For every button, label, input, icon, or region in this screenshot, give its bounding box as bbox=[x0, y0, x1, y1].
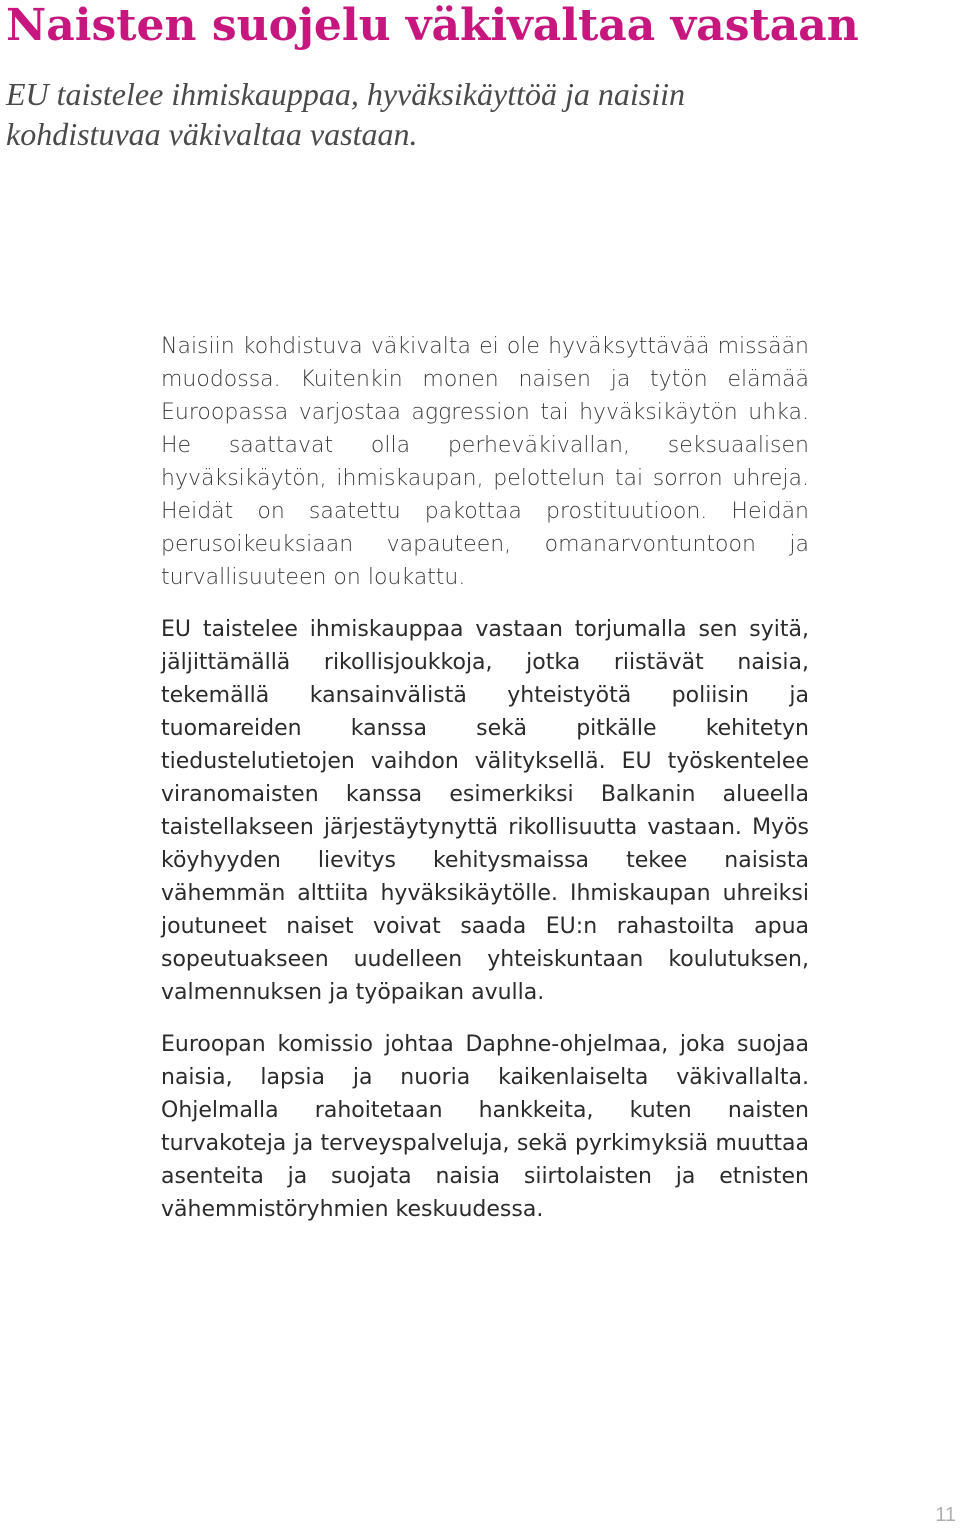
paragraph-eu-actions: EU taistelee ihmiskauppaa vastaan torjumalla sen syitä, jäljittämällä rikollisjoukkoja, jotka riistävät naisia, tekemällä kansainvälistä yhteistyötä poliisin ja tuomareiden kanssa sekä pitkälle kehitetyn tiedustelutietojen vaihdon välityksellä. EU työskentelee viranomaisten kanssa esimerkiksi Balkanin alueella taistellakseen järjestäytynyttä rikollisuutta vastaan. Myös köyhyyden lievitys kehitysmaissa tekee naisista vähemmän alttiita hyväksikäytölle. Ihmiskaupan uhreiksi joutuneet naiset voivat saada EU:n rahastoilta apua sopeutuakseen uudelleen yhteiskuntaan koulutuksen, valmennuksen ja työpaikan avulla. bbox=[161, 617, 809, 1005]
paragraph-intro: Naisiin kohdistuva väkivalta ei ole hyväksyttävää missään muodossa. Kuitenkin monen naisen ja tytön elämää Euroopassa varjostaa aggression tai hyväksikäytön uhka. He saattavat olla perheväkivallan, seksuaalisen hyväksikäytön, ihmiskaupan, pelottelun tai sorron uhreja. Heidät on saatettu pakottaa prostituutioon. Heidän perusoikeuksiaan vapauteen, omanarvontuntoon ja turvallisuuteen on loukattu. bbox=[161, 334, 809, 590]
page-subtitle: EU taistelee ihmiskauppaa, hyväksikäyttöä ja naisiin kohdistuvaa väkivaltaa vastaan. bbox=[6, 76, 685, 152]
body-text-column bbox=[161, 330, 809, 1226]
paragraph-daphne-programme: Euroopan komissio johtaa Daphne-ohjelmaa, joka suojaa naisia, lapsia ja nuoria kaikenlaiselta väkivallalta. Ohjelmalla rahoitetaan hankkeita, kuten naisten turvakoteja ja terveyspalveluja, sekä pyrkimyksiä muuttaa asenteita ja suojata naisia siirtolaisten ja etnisten vähemmistöryhmien keskuudessa. bbox=[161, 1032, 809, 1222]
page-number: 11 bbox=[935, 1504, 956, 1526]
page-title: Naisten suojelu väkivaltaa vastaan bbox=[6, 0, 859, 51]
